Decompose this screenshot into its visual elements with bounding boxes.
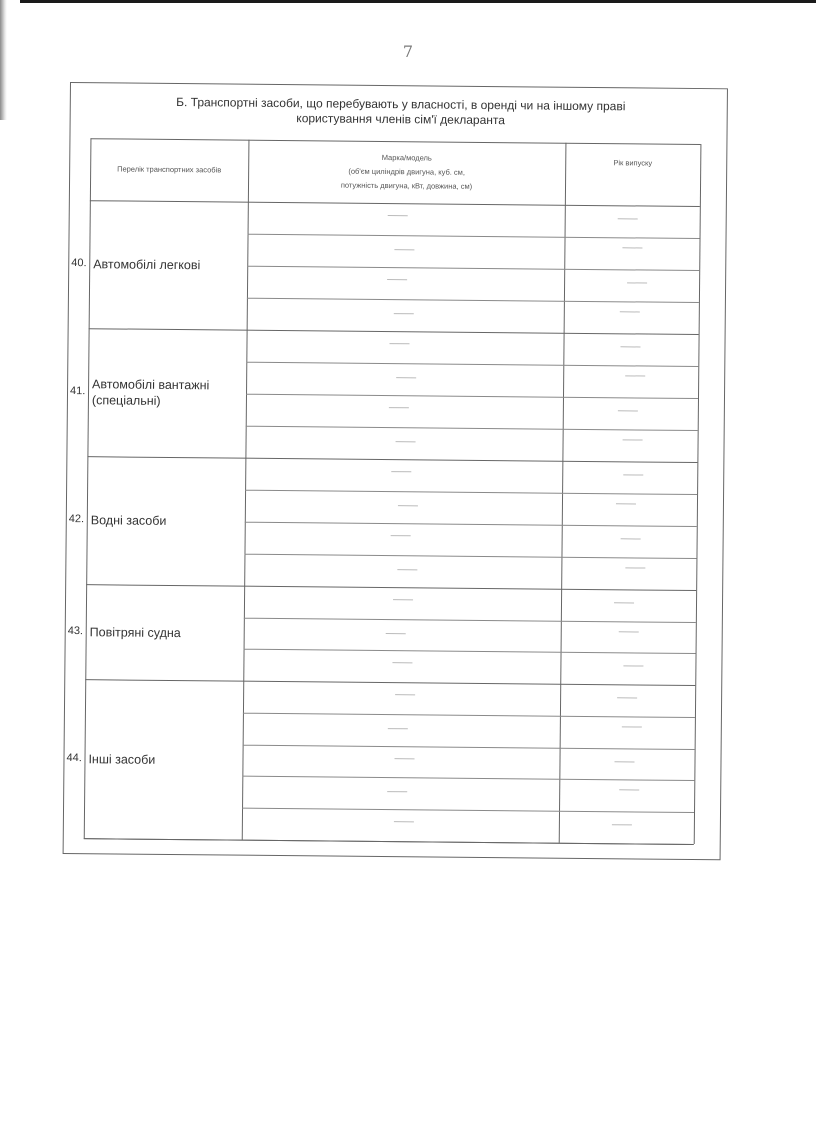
empty-entry-dash (388, 728, 408, 729)
empty-entry-dash (387, 279, 407, 280)
empty-entry-dash (622, 726, 642, 727)
row-divider (246, 426, 698, 431)
empty-entry-dash (619, 631, 639, 632)
empty-entry-dash (619, 790, 639, 791)
section-label: Інші засоби (88, 751, 156, 767)
section-number: 43. (67, 624, 84, 637)
row-divider (247, 266, 699, 271)
section-title-line1: Б. Транспортні засоби, що перебувають у власності, в оренді чи на іншому праві (176, 95, 626, 114)
row-divider (242, 776, 694, 781)
empty-entry-dash (388, 215, 408, 216)
empty-entry-dash (623, 474, 643, 475)
empty-entry-dash (391, 535, 411, 536)
header-type-label: Перелік транспортних засобів (117, 164, 222, 175)
empty-entry-dash (394, 821, 414, 822)
empty-entry-dash (387, 791, 407, 792)
empty-entry-dash (396, 441, 416, 442)
section-label: Водні засоби (90, 513, 167, 528)
row-divider (242, 808, 694, 813)
row-divider (244, 649, 696, 654)
row-divider (247, 298, 699, 303)
section-border (86, 584, 696, 591)
empty-entry-dash (615, 761, 635, 762)
header-year-label: Рік випуску (613, 158, 653, 168)
empty-entry-dash (625, 567, 645, 568)
section-title-line2: користування членів сім'ї декларанта (296, 111, 506, 128)
section-number: 40. (71, 257, 87, 270)
empty-entry-dash (394, 249, 414, 250)
empty-entry-dash (396, 377, 416, 378)
table-left-border (84, 138, 92, 838)
empty-entry-dash (620, 311, 640, 312)
section-label: Автомобілі легкові (93, 257, 201, 273)
empty-entry-dash (395, 758, 415, 759)
empty-entry-dash (627, 282, 647, 283)
empty-entry-dash (617, 697, 637, 698)
empty-entry-dash (386, 633, 406, 634)
empty-entry-dash (620, 346, 640, 347)
section-number: 41. (69, 385, 86, 398)
empty-entry-dash (395, 694, 415, 695)
empty-entry-dash (389, 343, 409, 344)
section-label: Автомобілі вантажні (спеціальні) (91, 377, 210, 408)
form-frame (63, 82, 728, 860)
header-year (565, 143, 700, 184)
header-model-line2: (об'єм циліндрів двигуна, куб. см, (348, 166, 465, 177)
section-number: 44. (66, 751, 82, 764)
empty-entry-dash (618, 218, 638, 219)
empty-entry-dash (618, 410, 638, 411)
empty-entry-dash (623, 665, 643, 666)
row-divider (243, 744, 695, 749)
row-divider (244, 554, 696, 559)
page-number: 7 (402, 42, 414, 61)
empty-entry-dash (393, 599, 413, 600)
row-divider (246, 394, 698, 399)
section-number: 42. (68, 513, 85, 526)
row-divider (246, 362, 698, 367)
row-divider (248, 234, 700, 239)
section-border (89, 328, 699, 335)
header-type (90, 138, 249, 202)
empty-entry-dash (398, 505, 418, 506)
empty-entry-dash (616, 503, 636, 504)
header-model-line3: потужність двигуна, кВт, довжина, см) (340, 180, 473, 191)
row-divider (245, 522, 697, 527)
empty-entry-dash (392, 662, 412, 663)
empty-entry-dash (623, 439, 643, 440)
section-border (87, 456, 697, 463)
section-border (84, 838, 694, 845)
empty-entry-dash (394, 313, 414, 314)
section-title (111, 94, 691, 130)
empty-entry-dash (621, 538, 641, 539)
empty-entry-dash (389, 407, 409, 408)
row-divider (244, 617, 696, 622)
section-label: Повітряні судна (89, 624, 181, 640)
empty-entry-dash (622, 247, 642, 248)
section-border (85, 679, 695, 686)
empty-entry-dash (391, 471, 411, 472)
header-model-line1: Марка/модель (381, 152, 432, 163)
empty-entry-dash (614, 602, 634, 603)
empty-entry-dash (625, 375, 645, 376)
row-divider (243, 712, 695, 717)
scan-top-edge (20, 0, 816, 3)
empty-entry-dash (612, 824, 632, 825)
empty-entry-dash (397, 569, 417, 570)
vehicles-table (66, 138, 701, 844)
header-model (248, 140, 566, 205)
row-divider (245, 490, 697, 495)
